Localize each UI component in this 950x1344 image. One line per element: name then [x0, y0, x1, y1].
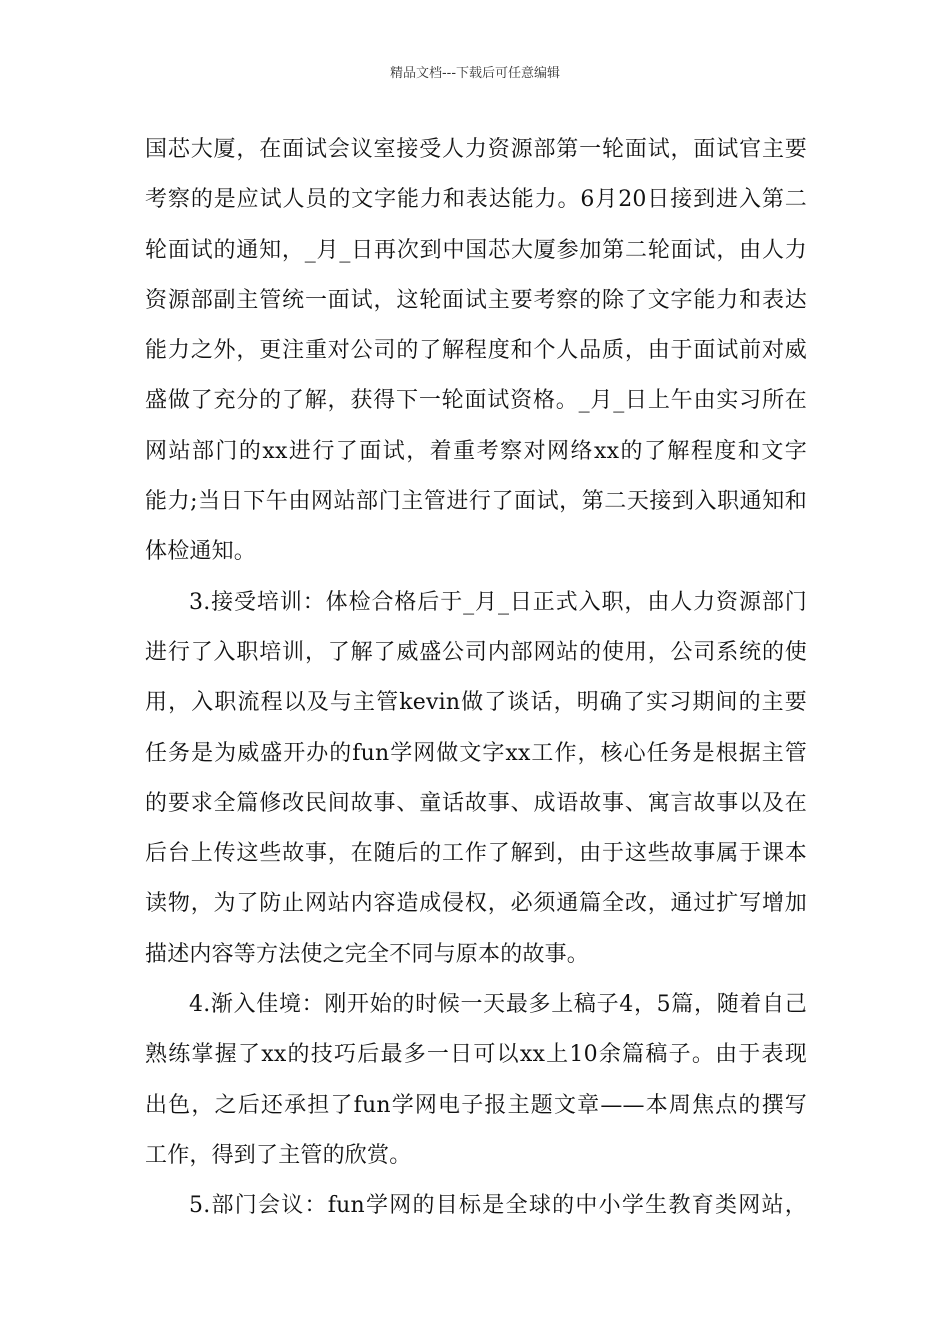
text-line: 用，入职流程以及与主管kevin做了谈话，明确了实习期间的主要 [145, 690, 807, 716]
text-line: 任务是为威盛开办的fun学网做文字xx工作，核心任务是根据主管 [145, 740, 807, 766]
text-line: 的要求全篇修改民间故事、童话故事、成语故事、寓言故事以及在 [145, 790, 807, 816]
text-line: 熟练掌握了xx的技巧后最多一日可以xx上10余篇稿子。由于表现 [145, 1042, 807, 1068]
text-line: 4.渐入佳境：刚开始的时候一天最多上稿子4，5篇，随着自己 [189, 992, 807, 1018]
text-line: 国芯大厦，在面试会议室接受人力资源部第一轮面试，面试官主要 [145, 137, 807, 162]
document-body [145, 125, 807, 1232]
text-line: 考察的是应试人员的文字能力和表达能力。6月20日接到进入第二 [145, 187, 807, 213]
text-line: 描述内容等方法使之完全不同与原本的故事。 [145, 941, 590, 967]
text-line: 能力;当日下午由网站部门主管进行了面试，第二天接到入职通知和 [145, 489, 807, 515]
text-line: 轮面试的通知，_月_日再次到中国芯大厦参加第二轮面试，由人力 [145, 237, 807, 263]
text-line: 盛做了充分的了解，获得下一轮面试资格。_月_日上午由实习所在 [145, 388, 807, 414]
text-line: 进行了入职培训，了解了威盛公司内部网站的使用，公司系统的使 [145, 639, 807, 665]
text-line: 3.接受培训：体检合格后于_月_日正式入职，由人力资源部门 [189, 589, 807, 615]
text-line: 体检通知。 [145, 539, 257, 565]
page-header: 精品文档---下载后可任意编辑 [389, 66, 561, 81]
text-line: 能力之外，更注重对公司的了解程度和个人品质，由于面试前对威 [145, 338, 807, 364]
text-line: 资源部副主管统一面试，这轮面试主要考察的除了文字能力和表达 [145, 287, 807, 313]
text-line: 后台上传这些故事，在随后的工作了解到，由于这些故事属于课本 [145, 841, 807, 867]
text-line: 5.部门会议：fun学网的目标是全球的中小学生教育类网站， [189, 1193, 807, 1219]
text-line: 工作，得到了主管的欣赏。 [145, 1142, 412, 1168]
text-line: 读物，为了防止网站内容造成侵权，必须通篇全改，通过扩写增加 [145, 891, 807, 917]
text-line: 出色，之后还承担了fun学网电子报主题文章——本周焦点的撰写 [145, 1092, 807, 1118]
text-line: 网站部门的xx进行了面试，着重考察对网络xx的了解程度和文字 [145, 438, 807, 464]
